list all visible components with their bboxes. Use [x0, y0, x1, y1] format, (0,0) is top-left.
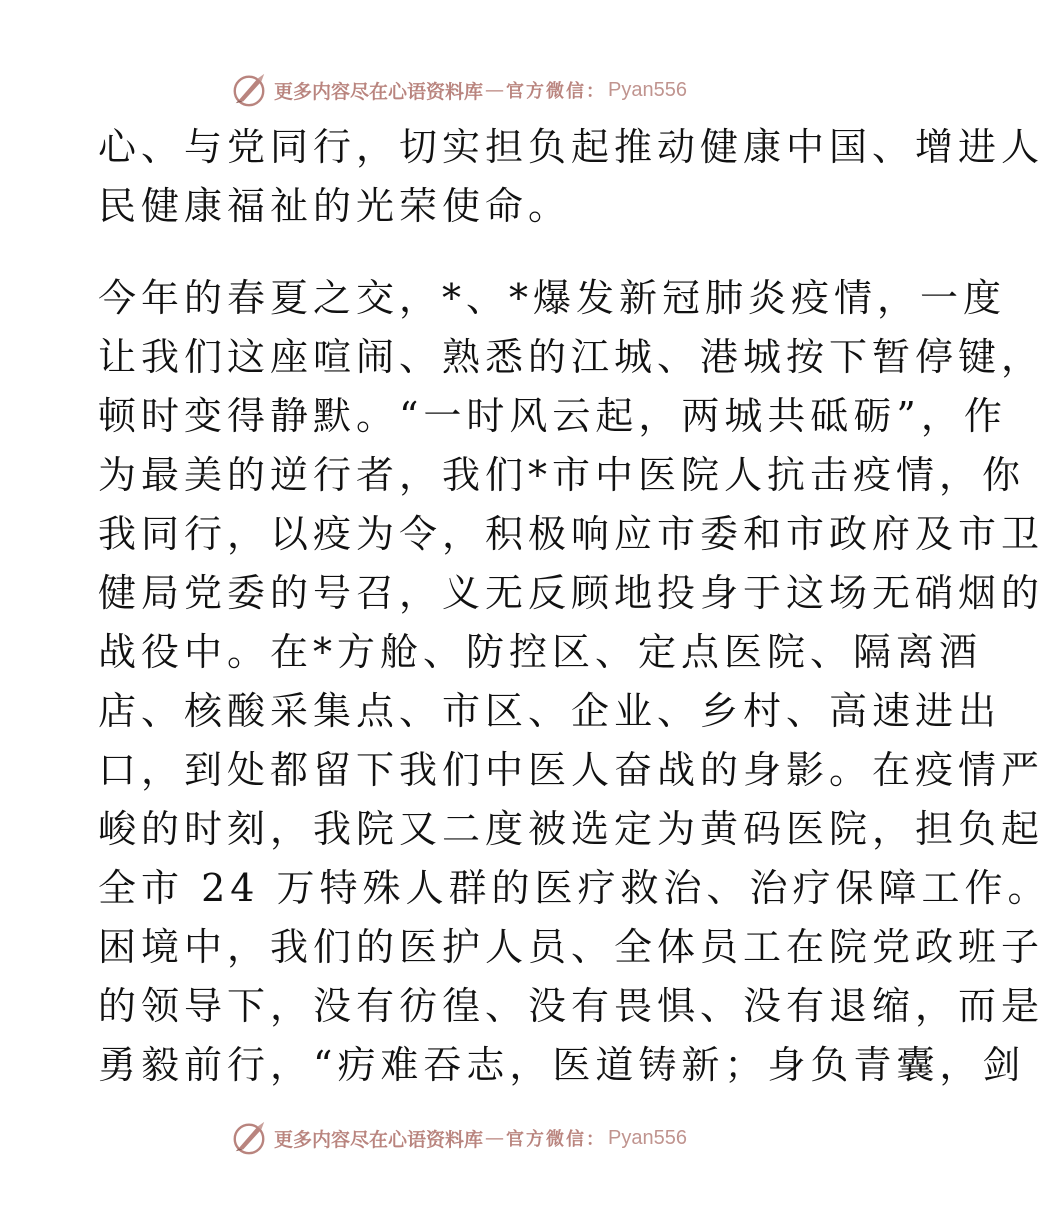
- text-line: 顿时变得静默。“一时风云起，两城共砥砺”，作: [98, 394, 1007, 438]
- text-line: 的领导下，没有彷徨、没有畏惧、没有退缩，而是: [98, 984, 1045, 1028]
- header-watermark: [230, 70, 687, 110]
- separator: —: [485, 1127, 505, 1149]
- separator: —: [485, 79, 505, 101]
- text-line: 为最美的逆行者，我们*市中医院人抗击疫情，你: [98, 453, 1026, 497]
- text-line: 峻的时刻，我院又二度被选定为黄码医院，担负起: [98, 807, 1045, 851]
- text-line: 我同行，以疫为令，积极响应市委和市政府及市卫: [98, 512, 1045, 556]
- official-label: 官方微信：: [506, 81, 607, 102]
- feather-pen-seal-icon: [230, 71, 268, 109]
- feather-pen-seal-icon: [230, 1119, 268, 1157]
- paragraph-1: [98, 118, 1045, 236]
- text-line: 今年的春夏之交，*、*爆发新冠肺炎疫情，一度: [98, 276, 1007, 320]
- official-label: 官方微信：: [506, 1129, 607, 1150]
- footer-watermark: [230, 1118, 687, 1158]
- paragraph-2: [98, 269, 1051, 1095]
- wechat-id: Pyan556: [608, 78, 687, 101]
- text-line: 心、与党同行，切实担负起推动健康中国、增进人: [98, 125, 1045, 169]
- wechat-id: Pyan556: [608, 1126, 687, 1149]
- text-line: 让我们这座喧闹、熟悉的江城、港城按下暂停键，: [98, 335, 1045, 379]
- text-line: 健局党委的号召，义无反顾地投身于这场无硝烟的: [98, 571, 1045, 615]
- text-line: 勇毅前行，“疠难吞志，医道铸新；身负青囊，剑: [98, 1043, 1026, 1087]
- document-body: [98, 118, 1051, 1095]
- brand-text: 更多内容尽在心语资料库: [274, 1128, 484, 1151]
- text-line: 民健康福祉的光荣使命。: [98, 184, 572, 228]
- text-line: 全市 24 万特殊人群的医疗救治、治疗保障工作。: [98, 866, 1051, 910]
- text-line: 战役中。在*方舱、防控区、定点医院、隔离酒: [98, 630, 983, 674]
- brand-text: 更多内容尽在心语资料库: [274, 80, 484, 103]
- text-line: 困境中，我们的医护人员、全体员工在院党政班子: [98, 925, 1045, 969]
- text-line: 店、核酸采集点、市区、企业、乡村、高速进出: [98, 689, 1002, 733]
- text-line: 口，到处都留下我们中医人奋战的身影。在疫情严: [98, 748, 1045, 792]
